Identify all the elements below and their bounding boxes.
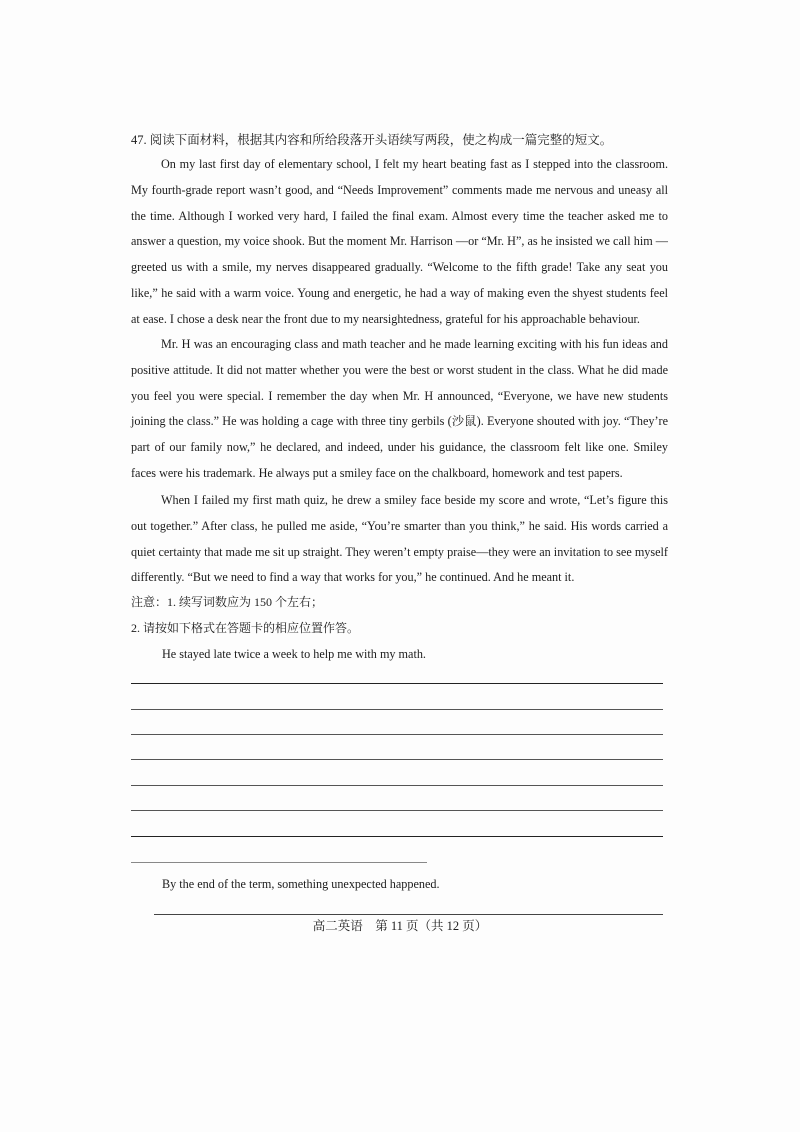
answer-line: [131, 709, 663, 710]
answer-line: [131, 836, 663, 837]
answer-line-short: [131, 862, 427, 863]
answer-line: [131, 785, 663, 786]
passage-paragraph-1: On my last first day of elementary school, I felt my heart beating fast as I stepped into the classroom. My fourth-grade report wasn’t good, and “Needs Improvement” comments made me nervous and uneasy all the time. Although I worked very hard, I failed the final exam. Almost every time the teacher asked me to answer a question, my voice shook. But the moment Mr. Harrison —or “Mr. H”, as he insisted we call him — greeted us with a smile, my nerves disappeared gradually. “Welcome to the fifth grade! Take any seat you like,” he said with a warm voice. Young and energetic, he had a way of making even the shyest students feel at ease. I chose a desk near the front due to my nearsightedness, grateful for his approachable behaviour.: [131, 157, 668, 326]
page-footer: 高二英语 第 11 页（共 12 页）: [312, 919, 488, 933]
continuation-prompt-1: He stayed late twice a week to help me with my math.: [162, 647, 426, 661]
format-note: 2. 请按如下格式在答题卡的相应位置作答。: [131, 621, 360, 635]
continuation-prompt-2: By the end of the term, something unexpected happened.: [162, 877, 440, 891]
answer-line: [131, 683, 663, 684]
passage-paragraph-3: When I failed my first math quiz, he drew a smiley face beside my score and wrote, “Let’s figure this out together.” After class, he pulled me aside, “You’re smarter than you think,” he said. His words carried a quiet certainty that made me sit up straight. They weren’t empty praise—they were an invitation to see myself differently. “But we need to find a way that works for you,” he continued. And he meant it.: [131, 493, 668, 585]
answer-line: [131, 759, 663, 760]
word-count-note: 注意：1. 续写词数应为 150 个左右；: [131, 595, 324, 609]
question-title: 47. 阅读下面材料，根据其内容和所给段落开头语续写两段，使之构成一篇完整的短文。: [131, 133, 613, 147]
answer-line: [154, 914, 663, 915]
answer-line: [131, 734, 663, 735]
passage-paragraph-2: Mr. H was an encouraging class and math teacher and he made learning exciting with his fun ideas and positive attitude. It did not matter whether you were the best or worst student in the class. What he did made you feel you were special. I remember the day when Mr. H announced, “Everyone, we have new students joining the class.” He was holding a cage with three tiny gerbils (沙鼠). Everyone shouted with joy. “They’re part of our family now,” he declared, and indeed, under his guidance, the classroom felt like one. Smiley faces were his trademark. He always put a smiley face on the chalkboard, homework and test papers.: [131, 337, 668, 480]
answer-line: [131, 810, 663, 811]
